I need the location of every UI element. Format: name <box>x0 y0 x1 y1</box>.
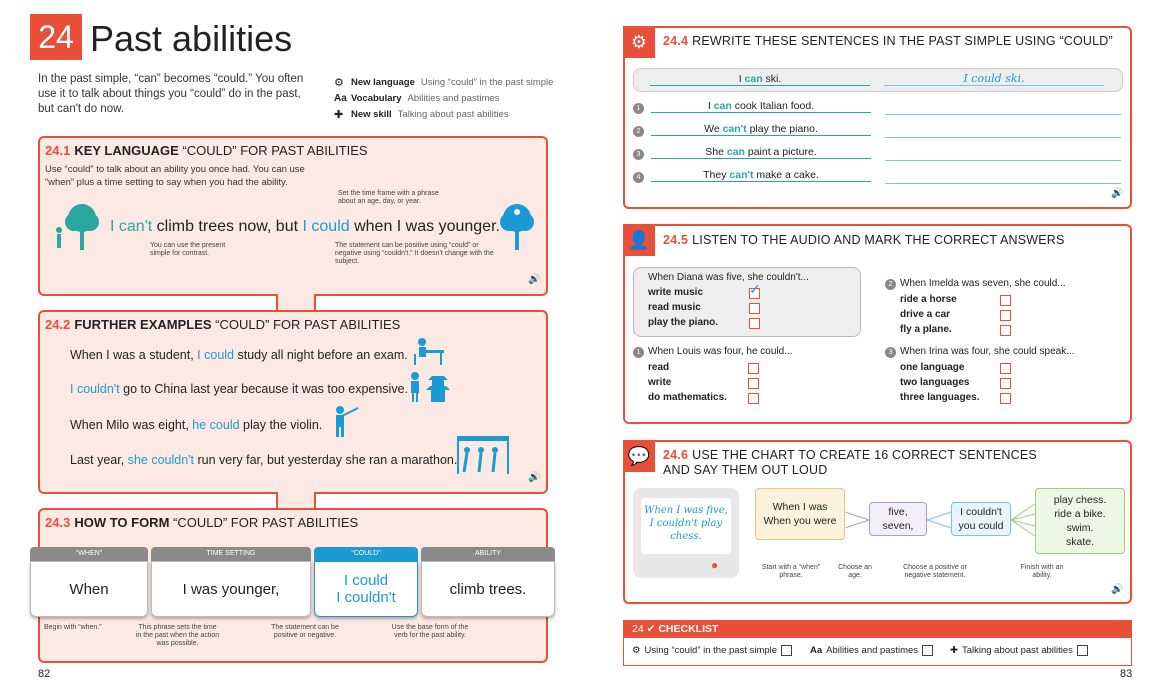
puzzle-body: I could I couldn't <box>314 561 418 617</box>
section-body: Use “could” to talk about an ability you once had. You can use “when” plus a time setting to say when you had the ability. <box>45 164 305 188</box>
vocabulary-icon: Aa <box>810 645 823 656</box>
chart-statement: I couldn't you could <box>951 502 1011 536</box>
checkbox[interactable] <box>748 393 759 404</box>
page-title: Past abilities <box>90 18 293 59</box>
checkbox[interactable] <box>1000 310 1011 321</box>
audio-speaker-icon[interactable]: 🔊 <box>528 472 541 483</box>
option-label: play the piano. <box>648 317 719 328</box>
puzzle-piece-could <box>314 547 418 617</box>
chart-age: five, seven, <box>869 502 927 536</box>
tree-climber-icon <box>495 202 539 252</box>
example-bubble: When I was five, I couldn't play chess. <box>641 498 731 554</box>
checkbox[interactable] <box>749 303 760 314</box>
checklist-item: ✚ Talking about past abilities <box>950 645 1088 656</box>
meta-new-skill <box>334 107 553 123</box>
annotation-time-frame: Set the time frame with a phrase about an age, day, or year. <box>338 190 439 205</box>
section-24-4: ⚙ 24.4 REWRITE THESE SENTENCES IN THE PAST SIMPLE USING “COULD” I can ski. I could ski. 1 I can cook Italian food. 2 We can't play the piano. 3 She can paint a picture. 4 They can't make a cake. 🔊 <box>623 26 1132 209</box>
page-number: 82 <box>38 668 51 680</box>
puzzle-icon: ✚ <box>950 645 958 656</box>
puzzle-icon: ✚ <box>334 109 344 121</box>
puzzle-piece-time-setting <box>151 547 311 617</box>
check-circle-icon: ✔ <box>646 623 656 635</box>
section-title: 24.3 HOW TO FORM “COULD” FOR PAST ABILITIES <box>45 515 359 530</box>
violin-player-icon <box>330 404 360 438</box>
meta-label: Vocabulary <box>351 93 402 104</box>
marathon-runners-icon <box>455 434 511 476</box>
section-24-2 <box>38 310 548 494</box>
question-text: When Diana was five, she couldn't... <box>648 272 809 283</box>
checkbox[interactable] <box>748 378 759 389</box>
chapter-number: 24 <box>30 14 82 60</box>
answer-field[interactable] <box>885 160 1121 161</box>
checklist <box>623 620 1132 666</box>
example-sentence: Last year, she couldn't run very far, but yesterday she ran a marathon. <box>70 453 458 467</box>
checklist-item: ⚙ Using “could” in the past simple <box>632 645 792 656</box>
gear-icon: ⚙ <box>334 77 344 89</box>
page-number: 83 <box>1120 668 1133 680</box>
section-24-5: 👤 24.5 LISTEN TO THE AUDIO AND MARK THE CORRECT ANSWERS When Diana was five, she couldn't... write music ✓ read music play the piano. 1 When Louis was four, he could... read write do mathematics. 2 When Imelda was seven, she could... ride a horse drive a car fly a plane. 3 When Irina was four, she could speak... one language two languages three languages. <box>623 224 1132 424</box>
speech-bubble-icon: 💬 <box>623 440 655 472</box>
meta-desc: Abilities and pastimes <box>407 93 500 104</box>
annotation: Choose a positive or negative statement. <box>903 564 967 579</box>
puzzle-body: I was younger, <box>151 561 311 617</box>
example-bubble-frame <box>633 488 739 578</box>
audio-speaker-icon[interactable]: 🔊 <box>528 274 541 285</box>
puzzle-piece-when <box>30 547 148 617</box>
gear-icon: ⚙ <box>632 645 641 656</box>
example-sentence: When Milo was eight, he could play the violin. <box>70 418 323 432</box>
checkbox[interactable] <box>1077 645 1088 656</box>
meta-new-language <box>334 75 553 91</box>
meta-label: New skill <box>351 109 392 120</box>
meta-desc: Using “could” in the past simple <box>420 77 554 88</box>
vocabulary-icon: Aa <box>334 93 347 104</box>
checkbox[interactable] <box>781 645 792 656</box>
puzzle-head: “COULD” <box>314 547 418 561</box>
example-question <box>633 267 861 337</box>
answer-field[interactable] <box>885 114 1121 115</box>
checkbox[interactable] <box>1000 295 1011 306</box>
audio-speaker-icon[interactable]: 🔊 <box>1111 188 1124 199</box>
section-title: 24.2 FURTHER EXAMPLES “COULD” FOR PAST ABILITIES <box>45 317 401 332</box>
checkbox[interactable] <box>1000 325 1011 336</box>
annotation: This phrase sets the time in the past when the action was possible. <box>135 624 220 647</box>
key-sentence: I can't climb trees now, but I could when I was younger. <box>110 218 500 235</box>
annotation: Use the base form of the verb for the past ability. <box>391 624 469 639</box>
student-desk-icon <box>410 336 446 366</box>
section-24-1 <box>38 136 548 296</box>
tree-icon <box>52 202 102 252</box>
listener-icon: 👤 <box>623 224 655 256</box>
checkbox[interactable] <box>1000 363 1011 374</box>
option-label: read music <box>648 302 701 313</box>
puzzle-head: ABILITY <box>421 547 555 561</box>
example-prompt: I can ski. <box>650 73 870 86</box>
section-title: 24.4 REWRITE THESE SENTENCES IN THE PAST SIMPLE USING “COULD” <box>663 34 1113 48</box>
section-24-6 <box>623 440 1132 604</box>
chart-when-phrase: When I was When you were <box>755 488 845 540</box>
checkbox[interactable] <box>1000 393 1011 404</box>
checkbox[interactable] <box>922 645 933 656</box>
meta-vocabulary <box>334 91 553 107</box>
annotation: Begin with “when.” <box>44 624 102 631</box>
puzzle-body: climb trees. <box>421 561 555 617</box>
annotation: Start with a “when” phrase. <box>761 564 821 579</box>
chart-ability: play chess. ride a bike. swim. skate. <box>1035 488 1125 554</box>
checkbox[interactable] <box>1000 378 1011 389</box>
chart-connectors <box>845 502 1045 542</box>
checkbox[interactable] <box>748 363 759 374</box>
annotation-present-simple: You can use the present simple for contrast. <box>150 242 226 257</box>
annotation-positive-negative: The statement can be positive using “could” or negative using “couldn't.” It doesn't change with the subject. <box>335 242 494 265</box>
example-sentence: I couldn't go to China last year because it was too expensive. <box>70 382 409 396</box>
annotation: Finish with an ability. <box>1020 564 1064 579</box>
checkmark-icon: ✓ <box>749 281 761 297</box>
answer-field[interactable] <box>885 183 1121 184</box>
puzzle-piece-ability <box>421 547 555 617</box>
chapter-meta <box>334 75 553 123</box>
checklist-item: Aa Abilities and pastimes <box>810 645 933 656</box>
section-title: 24.1 KEY LANGUAGE “COULD” FOR PAST ABILITIES <box>45 143 368 158</box>
intro-text: In the past simple, “can” becomes “could.” You often use it to talk about things you “could” do in the past, but can't do now. <box>38 73 304 115</box>
option-label: write music <box>648 287 704 298</box>
example-answer: I could ski. <box>884 72 1104 86</box>
example-row <box>633 68 1123 92</box>
speaker-person-icon: ● <box>711 558 719 572</box>
annotation: The statement can be positive or negative. <box>271 624 339 639</box>
example-sentence: When I was a student, I could study all night before an exam. <box>70 348 408 362</box>
meta-desc: Talking about past abilities <box>397 109 509 120</box>
answer-field[interactable] <box>885 137 1121 138</box>
checkbox[interactable] <box>749 318 760 329</box>
checklist-header: 24 ✔ CHECKLIST <box>624 621 1131 638</box>
gear-icon: ⚙ <box>623 26 655 58</box>
puzzle-head: “WHEN” <box>30 547 148 561</box>
section-title: 24.6 USE THE CHART TO CREATE 16 CORRECT SENTENCES AND SAY THEM OUT LOUD <box>663 448 1037 477</box>
puzzle-head: TIME SETTING <box>151 547 311 561</box>
annotation: Choose an age. <box>838 564 872 579</box>
meta-label: New language <box>351 77 415 88</box>
puzzle-body: When <box>30 561 148 617</box>
audio-speaker-icon[interactable]: 🔊 <box>1111 584 1124 595</box>
section-title: 24.5 LISTEN TO THE AUDIO AND MARK THE CORRECT ANSWERS <box>663 233 1065 247</box>
china-temple-icon <box>406 370 452 404</box>
